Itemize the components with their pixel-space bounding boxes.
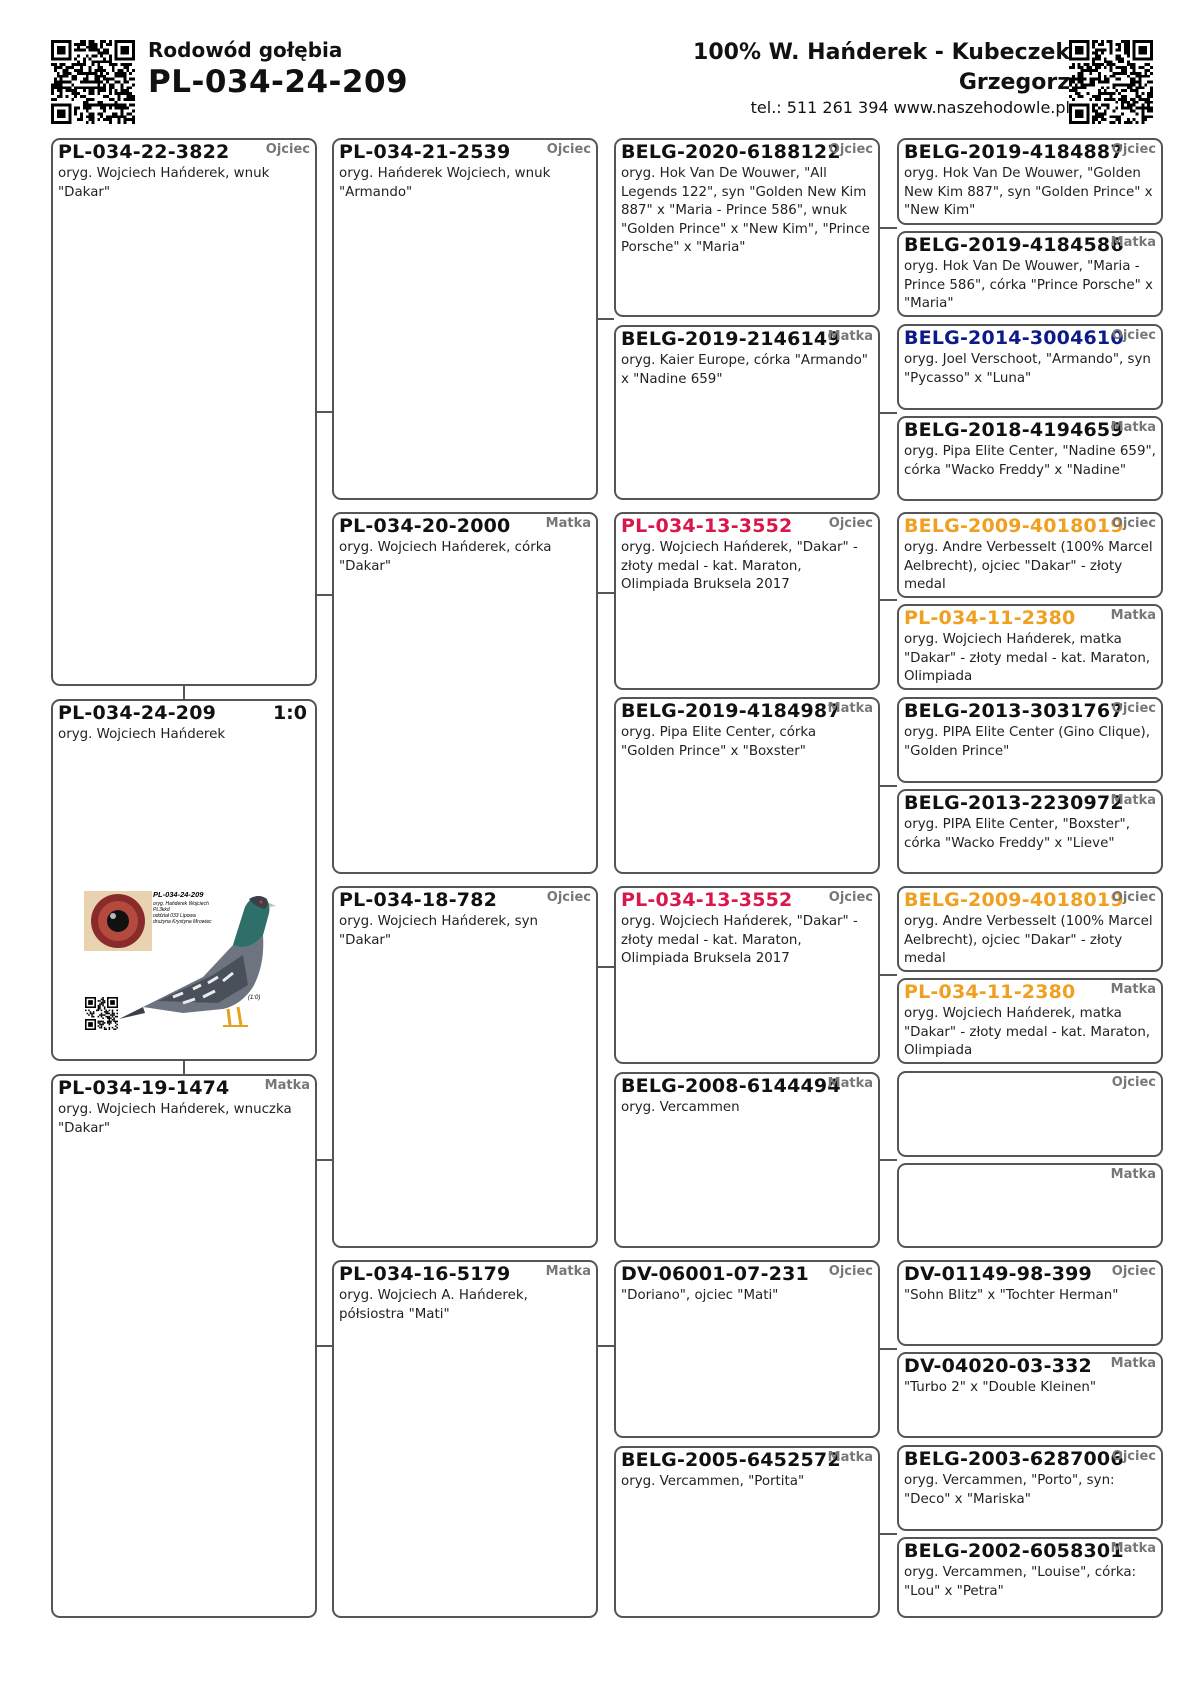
ggg-desc: oryg. Andre Verbesselt (100% Marcel Aelbrecht), ojciec "Dakar" - złoty medal (904, 914, 1153, 966)
great-grandparent-desc: oryg. Vercammen, "Portita" (621, 1474, 805, 1489)
pigeon-ring-title: PL-034-24-209 (148, 64, 409, 100)
grandparent-role: Matka (545, 1264, 591, 1279)
grandparent-desc: oryg. Wojciech A. Hańderek, półsiostra "Mati" (339, 1288, 528, 1322)
ggg-ring: BELG-2002-6058301 (904, 1540, 1124, 1562)
ggg-desc: oryg. Wojciech Hańderek, matka "Dakar" - złoty medal - kat. Maraton, Olimpiada (904, 1006, 1151, 1058)
great-great-grandparent-card[interactable] (897, 1445, 1163, 1531)
grandparent-desc: oryg. Hańderek Wojciech, wnuk "Armando" (339, 166, 551, 200)
great-great-grandparent-card[interactable] (897, 978, 1163, 1064)
ggg-desc: oryg. Hok Van De Wouwer, "Golden New Kim 887", syn "Golden Prince" x "New Kim" (904, 166, 1153, 218)
ggg-role: Matka (1110, 1541, 1156, 1556)
ggg-role: Matka (1110, 793, 1156, 808)
great-grandparent-role: Ojciec (828, 142, 873, 157)
great-grandparent-role: Matka (827, 329, 873, 344)
ggg-desc: oryg. PIPA Elite Center, "Boxster", córka "Wacko Freddy" x "Lieve" (904, 817, 1130, 851)
ggg-desc: oryg. Pipa Elite Center, "Nadine 659", córka "Wacko Freddy" x "Nadine" (904, 444, 1156, 478)
ggg-role: Ojciec (1111, 1264, 1156, 1279)
ggg-ring: BELG-2014-3004610 (904, 327, 1124, 349)
ggg-ring: BELG-2009-4018019 (904, 515, 1124, 537)
great-grandparent-card[interactable] (614, 1072, 880, 1248)
father-ring: PL-034-22-3822 (58, 141, 230, 163)
ggg-ring: BELG-2009-4018019 (904, 889, 1124, 911)
pigeon-ring: PL-034-24-209 (58, 702, 217, 724)
great-grandparent-ring: PL-034-13-3552 (621, 515, 793, 537)
father-desc: oryg. Wojciech Hańderek, wnuk "Dakar" (58, 166, 270, 200)
great-grandparent-card[interactable] (614, 1260, 880, 1438)
great-grandparent-card[interactable] (614, 697, 880, 874)
ggg-desc: oryg. PIPA Elite Center (Gino Clique), "Golden Prince" (904, 725, 1151, 759)
great-great-grandparent-card[interactable] (897, 1260, 1163, 1346)
great-great-grandparent-card[interactable] (897, 416, 1163, 501)
great-grandparent-role: Ojciec (828, 516, 873, 531)
great-grandparent-desc: oryg. Wojciech Hańderek, "Dakar" - złoty medal - kat. Maraton, Olimpiada Bruksela 2017 (621, 914, 858, 966)
photo-caption-score: (1:0) (248, 995, 261, 1001)
great-grandparent-role: Ojciec (828, 890, 873, 905)
father-card[interactable] (51, 138, 317, 686)
document-title: Rodowód gołębia (148, 38, 343, 62)
grandparent-card[interactable] (332, 512, 598, 874)
grandparent-role: Matka (545, 516, 591, 531)
great-grandparent-desc: oryg. Hok Van De Wouwer, "All Legends 122", syn "Golden New Kim 887" x "Maria - Prince 586", wnuk "Golden Prince" x "New Kim", "Prince Porsche" x "Maria" (621, 166, 870, 255)
great-great-grandparent-card[interactable] (897, 886, 1163, 972)
photo-caption-line-1: oryg. Hańderek Wojciech (153, 901, 209, 907)
great-great-grandparent-card[interactable] (897, 789, 1163, 874)
great-great-grandparent-card[interactable] (897, 604, 1163, 690)
ggg-desc: oryg. Hok Van De Wouwer, "Maria - Prince 586", córka "Prince Porsche" x "Maria" (904, 259, 1153, 311)
ggg-desc: oryg. Joel Verschoot, "Armando", syn "Pycasso" x "Luna" (904, 352, 1151, 386)
great-grandparent-desc: oryg. Wojciech Hańderek, "Dakar" - złoty medal - kat. Maraton, Olimpiada Bruksela 2017 (621, 540, 858, 592)
owner-line-1: 100% W. Hańderek - Kubeczek (693, 40, 1070, 65)
grandparent-role: Ojciec (546, 142, 591, 157)
great-grandparent-ring: BELG-2005-6452572 (621, 1449, 841, 1471)
great-grandparent-desc: oryg. Vercammen (621, 1100, 740, 1115)
great-grandparent-card[interactable] (614, 886, 880, 1064)
great-grandparent-card[interactable] (614, 512, 880, 690)
mother-desc: oryg. Wojciech Hańderek, wnuczka "Dakar" (58, 1102, 292, 1136)
ggg-ring: BELG-2003-6287006 (904, 1448, 1124, 1470)
ggg-ring: DV-04020-03-332 (904, 1355, 1092, 1377)
great-grandparent-desc: oryg. Pipa Elite Center, córka "Golden Prince" x "Boxster" (621, 725, 817, 759)
pigeon-score: 1:0 (272, 702, 307, 724)
great-grandparent-ring: BELG-2020-6188122 (621, 141, 841, 163)
ggg-ring: PL-034-11-2380 (904, 981, 1076, 1003)
ggg-role: Matka (1110, 982, 1156, 997)
great-great-grandparent-card[interactable] (897, 138, 1163, 225)
ggg-ring: BELG-2018-4194659 (904, 419, 1124, 441)
grandparent-desc: oryg. Wojciech Hańderek, syn "Dakar" (339, 914, 539, 948)
great-grandparent-card[interactable] (614, 325, 880, 500)
great-grandparent-card[interactable] (614, 1446, 880, 1618)
ggg-desc: oryg. Vercammen, "Porto", syn: "Deco" x "Mariska" (904, 1473, 1115, 1507)
grandparent-card[interactable] (332, 138, 598, 500)
grandparent-ring: PL-034-20-2000 (339, 515, 511, 537)
great-great-grandparent-card[interactable] (897, 512, 1163, 598)
great-grandparent-role: Matka (827, 701, 873, 716)
grandparent-desc: oryg. Wojciech Hańderek, córka "Dakar" (339, 540, 552, 574)
ggg-ring: DV-01149-98-399 (904, 1263, 1092, 1285)
great-grandparent-role: Ojciec (828, 1264, 873, 1279)
great-grandparent-ring: DV-06001-07-231 (621, 1263, 809, 1285)
ggg-desc: oryg. Wojciech Hańderek, matka "Dakar" - złoty medal - kat. Maraton, Olimpiada (904, 632, 1151, 684)
great-grandparent-desc: oryg. Kaier Europe, córka "Armando" x "Nadine 659" (621, 353, 868, 387)
ggg-ring: BELG-2013-3031767 (904, 700, 1124, 722)
contact-info: tel.: 511 261 394 www.naszehodowle.pl (750, 98, 1070, 117)
grandparent-card[interactable] (332, 886, 598, 1248)
great-grandparent-role: Matka (827, 1076, 873, 1091)
ggg-role: Ojciec (1111, 701, 1156, 716)
ggg-role: Matka (1110, 235, 1156, 250)
ggg-desc: "Turbo 2" x "Double Kleinen" (904, 1380, 1097, 1395)
great-grandparent-desc: "Doriano", ojciec "Mati" (621, 1288, 779, 1303)
ggg-desc: oryg. Andre Verbesselt (100% Marcel Aelbrecht), ojciec "Dakar" - złoty medal (904, 540, 1153, 592)
great-great-grandparent-card[interactable] (897, 1163, 1163, 1248)
grandparent-ring: PL-034-21-2539 (339, 141, 511, 163)
great-great-grandparent-card[interactable] (897, 1071, 1163, 1157)
father-role: Ojciec (265, 142, 310, 157)
photo-caption-line-4: drużyna Krystyna Mrowiec (153, 919, 212, 925)
photo-caption-ring: PL-034-24-209 (153, 890, 204, 899)
photo-caption-line-2: PL3kkd (153, 907, 170, 913)
great-grandparent-ring: BELG-2019-2146149 (621, 328, 841, 350)
ggg-ring: PL-034-11-2380 (904, 607, 1076, 629)
ggg-role: Matka (1110, 420, 1156, 435)
grandparent-role: Ojciec (546, 890, 591, 905)
ggg-role: Ojciec (1111, 1075, 1156, 1090)
great-great-grandparent-card[interactable] (897, 697, 1163, 783)
owner-line-2: Grzegorz (958, 70, 1070, 95)
photo-caption-line-3: oddział 033 Lipowa (153, 913, 196, 919)
ggg-role: Ojciec (1111, 142, 1156, 157)
grandparent-ring: PL-034-18-782 (339, 889, 498, 911)
ggg-role: Ojciec (1111, 1449, 1156, 1464)
mother-role: Matka (264, 1078, 310, 1093)
ggg-ring: BELG-2013-2230972 (904, 792, 1124, 814)
pigeon-desc: oryg. Wojciech Hańderek (58, 727, 226, 742)
ggg-desc: "Sohn Blitz" x "Tochter Herman" (904, 1288, 1119, 1303)
grandparent-ring: PL-034-16-5179 (339, 1263, 511, 1285)
ggg-desc: oryg. Vercammen, "Louise", córka: "Lou" x "Petra" (904, 1565, 1137, 1599)
ggg-role: Ojciec (1111, 328, 1156, 343)
great-grandparent-role: Matka (827, 1450, 873, 1465)
ggg-role: Matka (1110, 1356, 1156, 1371)
pigeon-photo[interactable] (83, 885, 288, 1040)
ggg-role: Matka (1110, 1167, 1156, 1182)
ggg-ring: BELG-2019-4184887 (904, 141, 1124, 163)
great-great-grandparent-card[interactable] (897, 1537, 1163, 1618)
great-grandparent-ring: BELG-2019-4184987 (621, 700, 841, 722)
grandparent-card[interactable] (332, 1260, 598, 1618)
great-great-grandparent-card[interactable] (897, 1352, 1163, 1438)
great-grandparent-card[interactable] (614, 138, 880, 317)
great-great-grandparent-card[interactable] (897, 231, 1163, 317)
ggg-role: Ojciec (1111, 890, 1156, 905)
ggg-role: Ojciec (1111, 516, 1156, 531)
mother-ring: PL-034-19-1474 (58, 1077, 230, 1099)
great-great-grandparent-card[interactable] (897, 324, 1163, 410)
photo-qr-icon (85, 997, 118, 1030)
great-grandparent-ring: PL-034-13-3552 (621, 889, 793, 911)
mother-card[interactable] (51, 1074, 317, 1618)
great-grandparent-ring: BELG-2008-6144494 (621, 1075, 841, 1097)
ggg-ring: BELG-2019-4184586 (904, 234, 1124, 256)
ggg-role: Matka (1110, 608, 1156, 623)
